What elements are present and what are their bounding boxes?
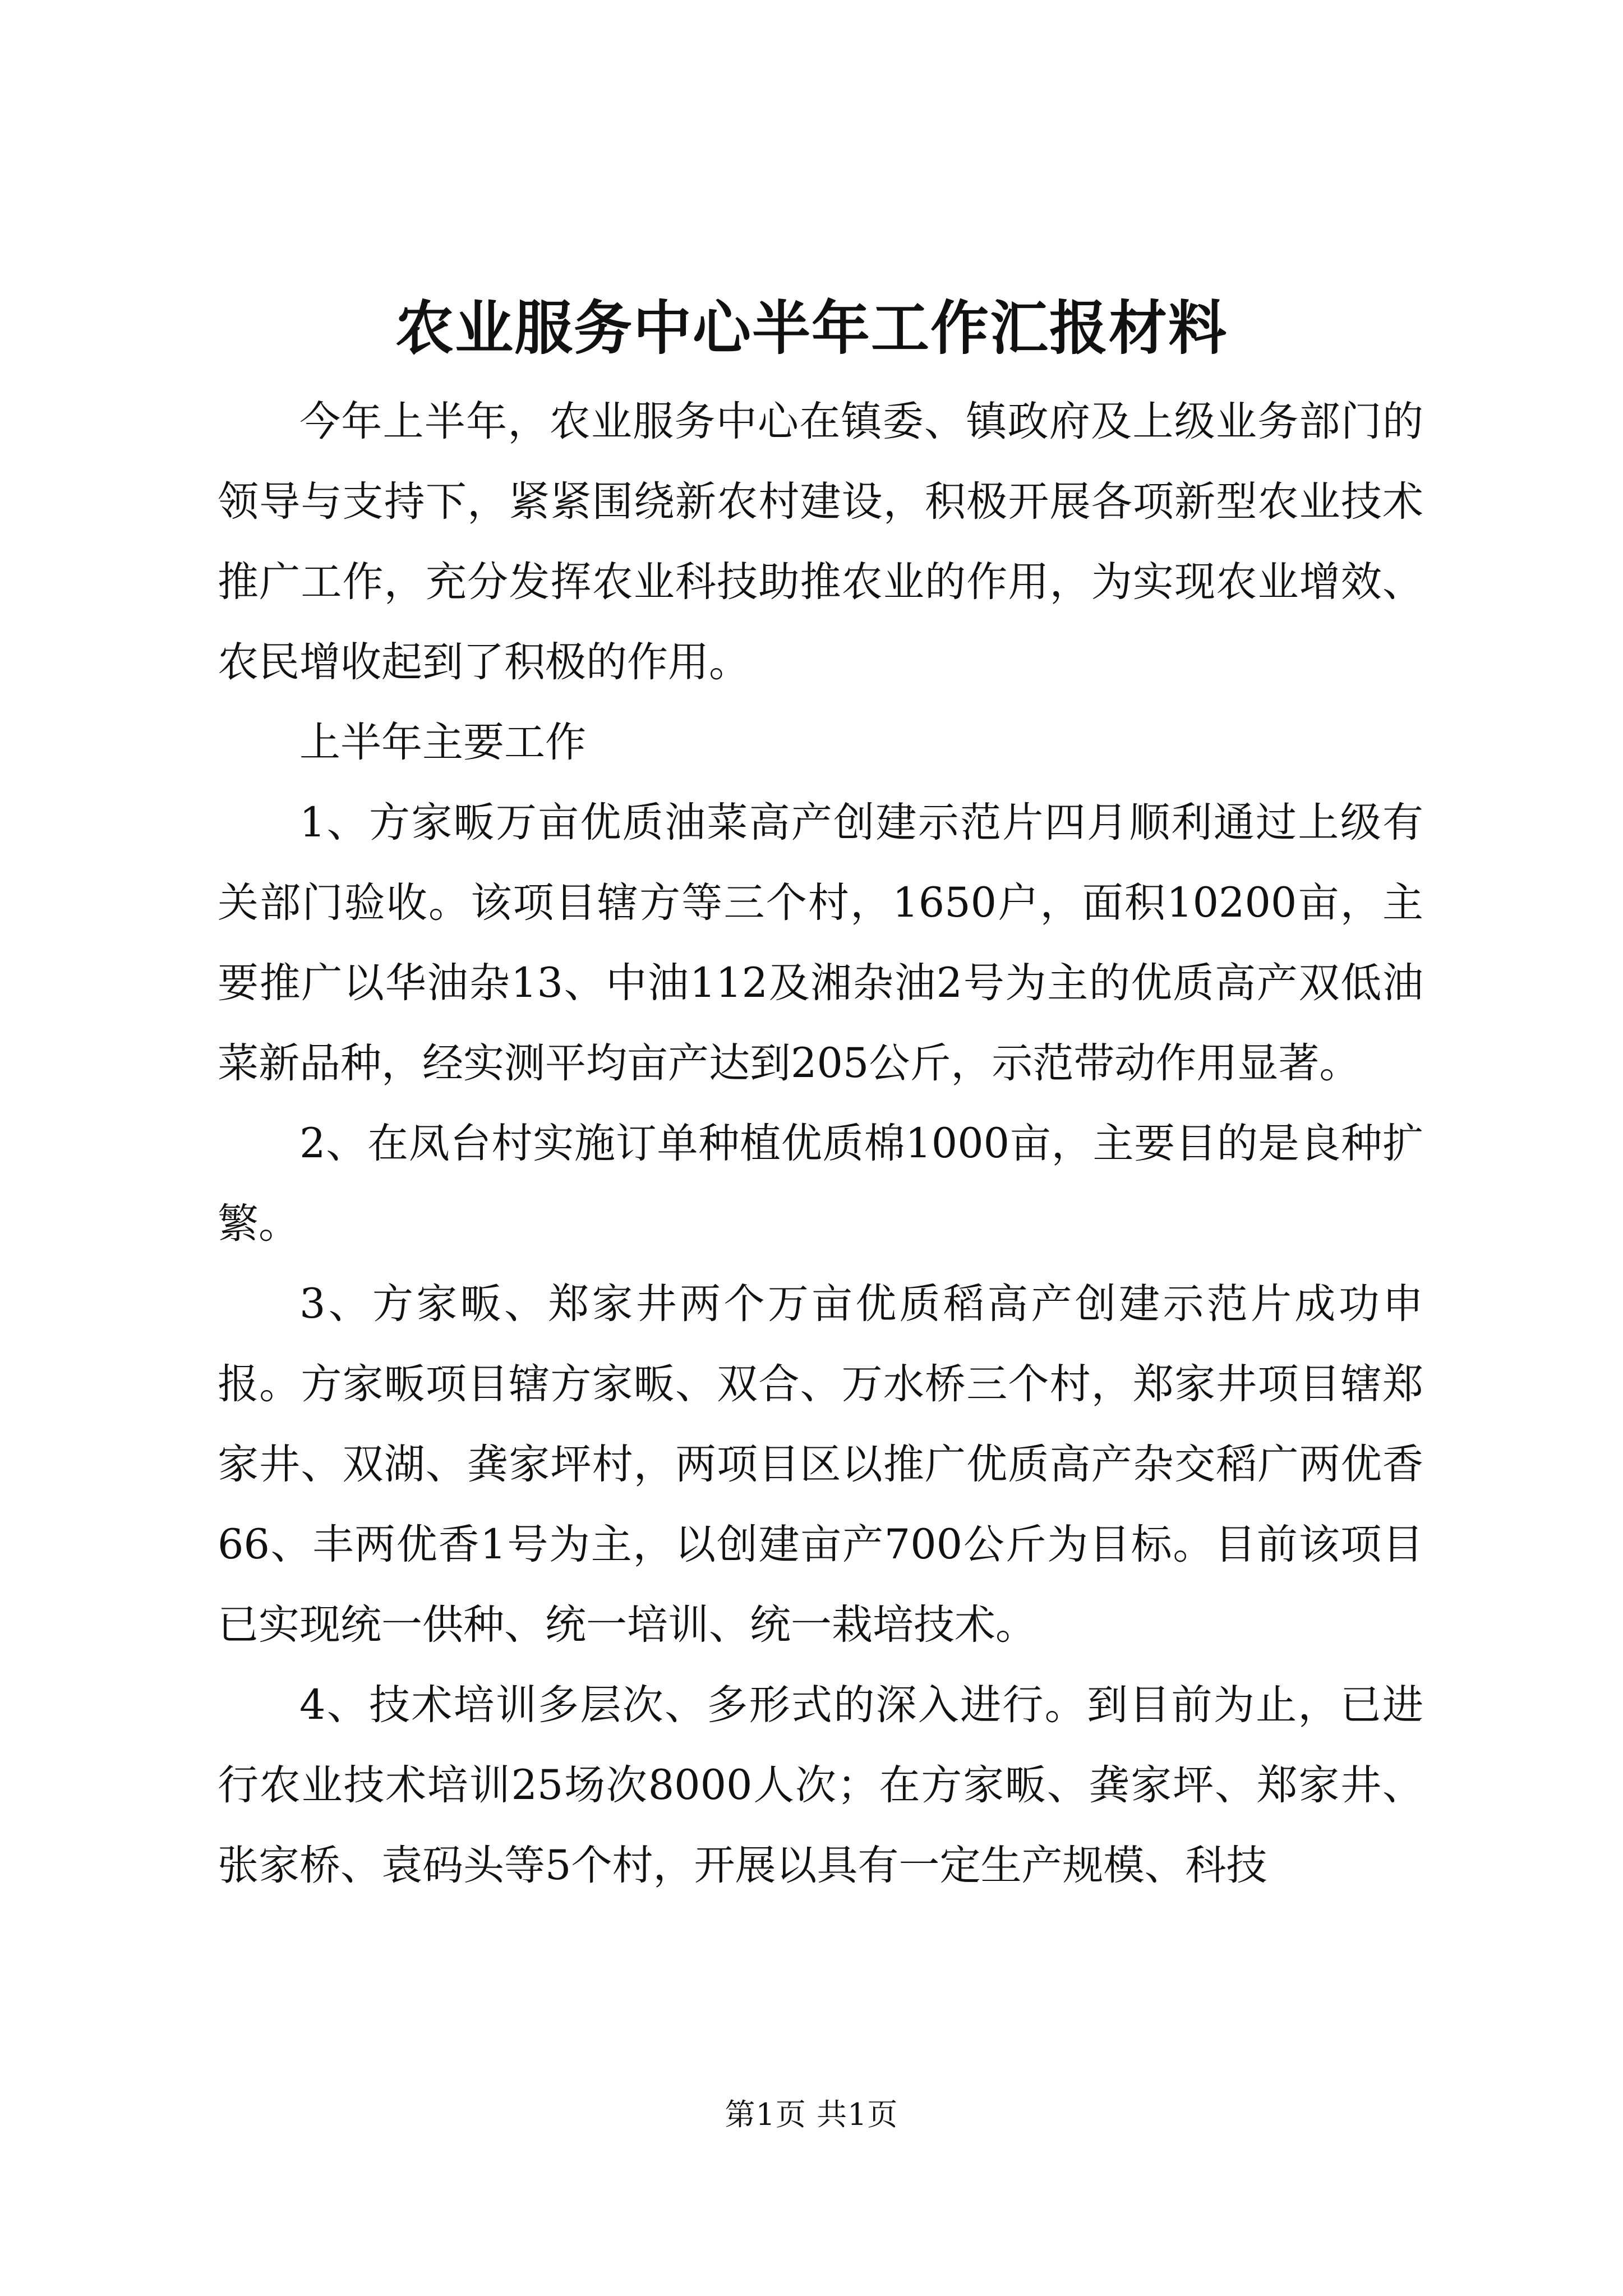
paragraph-intro: 今年上半年，农业服务中心在镇委、镇政府及上级业务部门的领导与支持下，紧紧围绕新农村建设，积极开展各项新型农业技术推广工作，充分发挥农业科技助推农业的作用，为实现农业增效、农民增收起到了积极的作用。	[218, 398, 1423, 686]
paragraph-item-3: 3、方家畈、郑家井两个万亩优质稻高产创建示范片成功申报。方家畈项目辖方家畈、双合、万水桥三个村，郑家井项目辖郑家井、双湖、龚家坪村，两项目区以推广优质高产杂交稻广两优香66、丰两优香1号为主，以创建亩产700公斤为目标。目前该项目已实现统一供种、统一培训、统一栽培技术。	[218, 1280, 1423, 1649]
paragraph-item-2: 2、在凤台村实施订单种植优质棉1000亩，主要目的是良种扩繁。	[218, 1120, 1423, 1248]
paragraph-item-1: 1、方家畈万亩优质油菜高产创建示范片四月顺利通过上级有关部门验收。该项目辖方等三个村，1650户，面积10200亩，主要推广以华油杂13、中油112及湘杂油2号为主的优质高产双低油菜新品种，经实测平均亩产达到205公斤，示范带动作用显著。	[218, 799, 1423, 1087]
page-footer: 第1页 共1页	[725, 2097, 898, 2132]
document-title: 农业服务中心半年工作汇报材料	[395, 293, 1228, 362]
paragraph-section-heading: 上半年主要工作	[299, 719, 586, 766]
paragraph-item-4: 4、技术培训多层次、多形式的深入进行。到目前为止，已进行农业技术培训25场次8000人次；在方家畈、龚家坪、郑家井、张家桥、袁码头等5个村，开展以具有一定生产规模、科技	[218, 1681, 1423, 1889]
document-body	[218, 381, 1423, 1906]
